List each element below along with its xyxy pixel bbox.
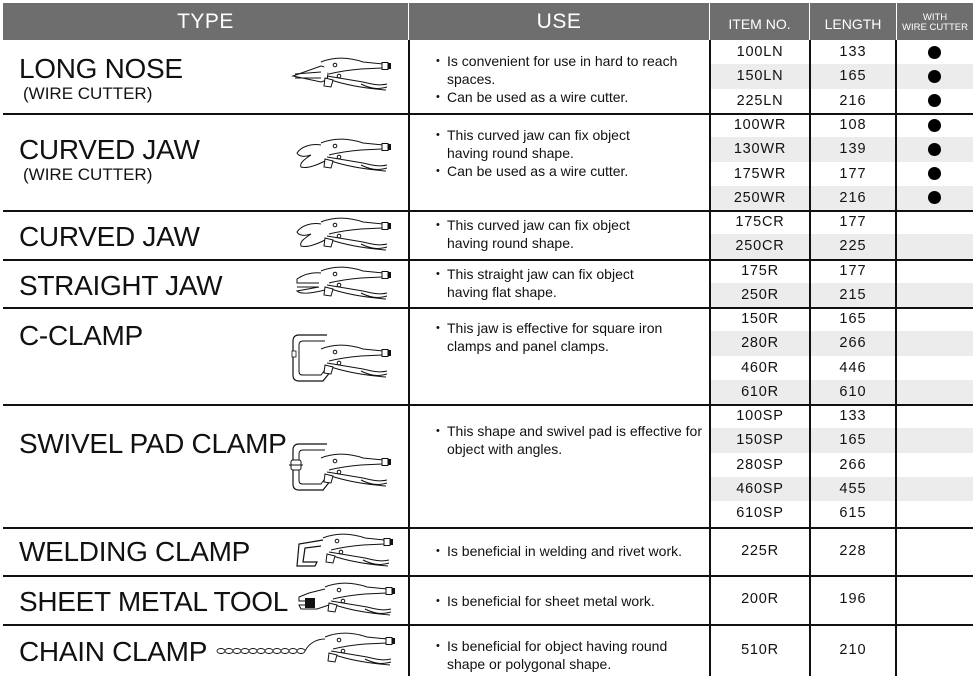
column-divider bbox=[809, 40, 811, 676]
table-row bbox=[710, 89, 973, 113]
table-row bbox=[710, 162, 973, 186]
straight-jaw-pliers-icon bbox=[291, 263, 399, 305]
chain-clamp-pliers-icon bbox=[213, 629, 403, 671]
type-title: C-CLAMP bbox=[19, 320, 143, 351]
use-description bbox=[436, 216, 711, 252]
table-row bbox=[710, 356, 973, 380]
column-divider bbox=[709, 40, 711, 676]
header-item-no bbox=[710, 3, 809, 40]
table-row bbox=[710, 453, 973, 477]
wire-cutter-dot-icon bbox=[928, 70, 941, 83]
length: 210 bbox=[839, 642, 867, 658]
table-row bbox=[710, 527, 973, 575]
header-use bbox=[409, 3, 709, 40]
wire-cutter-dot-icon bbox=[928, 46, 941, 59]
length: 133 bbox=[839, 44, 867, 60]
wire-cutter-cell bbox=[896, 162, 973, 186]
item-no: 225R bbox=[741, 543, 779, 559]
item-no: 460R bbox=[741, 359, 779, 376]
length: 177 bbox=[839, 214, 867, 230]
use-description bbox=[436, 265, 711, 301]
use-bullet: • This jaw is effective for square iron clamps and panel clamps. bbox=[436, 319, 697, 355]
item-no: 175WR bbox=[733, 165, 787, 182]
type-title: SHEET METAL TOOL bbox=[19, 586, 289, 617]
use-description bbox=[436, 126, 711, 180]
table-row bbox=[710, 113, 973, 137]
table-row bbox=[710, 186, 973, 210]
c-clamp-pliers-icon bbox=[291, 329, 399, 385]
column-divider bbox=[408, 40, 410, 676]
table-row bbox=[710, 234, 973, 258]
use-description bbox=[436, 52, 711, 106]
table-row bbox=[710, 575, 973, 624]
item-no: 100WR bbox=[733, 117, 787, 133]
length: 455 bbox=[839, 480, 867, 497]
wire-cutter-dot-icon bbox=[928, 167, 941, 180]
item-no: 225LN bbox=[736, 92, 784, 109]
wire-cutter-cell bbox=[896, 137, 973, 161]
item-no: 250WR bbox=[733, 189, 787, 206]
length: 108 bbox=[839, 117, 867, 133]
length: 196 bbox=[839, 591, 867, 607]
welding-clamp-pliers-icon bbox=[293, 530, 401, 572]
use-bullet: • Is convenient for use in hard to reach spaces. bbox=[436, 52, 711, 88]
item-no: 100LN bbox=[736, 44, 784, 60]
type-title: SWIVEL PAD CLAMP bbox=[19, 428, 287, 459]
header-wire-cutter-line2: WIRE CUTTER bbox=[902, 21, 968, 33]
wire-cutter-dot-icon bbox=[928, 191, 941, 204]
length: 266 bbox=[839, 456, 867, 473]
item-no: 460SP bbox=[736, 480, 784, 497]
length: 446 bbox=[839, 359, 867, 376]
length: 177 bbox=[839, 165, 867, 182]
use-bullet: • This curved jaw can fix object having round shape. bbox=[436, 216, 662, 252]
table-row bbox=[710, 331, 973, 355]
header-length bbox=[810, 3, 896, 40]
table-row bbox=[710, 259, 973, 283]
header-length-label: LENGTH bbox=[824, 15, 882, 32]
item-no: 200R bbox=[741, 591, 779, 607]
table-row bbox=[710, 307, 973, 331]
use-bullet: • This shape and swivel pad is effective for object with angles. bbox=[436, 422, 717, 458]
type-subtitle: (WIRE CUTTER) bbox=[23, 84, 153, 103]
table-row bbox=[710, 380, 973, 404]
item-no: 250R bbox=[741, 287, 779, 304]
use-description bbox=[436, 592, 711, 610]
use-bullet: • Can be used as a wire cutter. bbox=[436, 88, 711, 106]
column-divider bbox=[895, 40, 897, 676]
table-row bbox=[710, 477, 973, 501]
length: 177 bbox=[839, 263, 867, 279]
length: 215 bbox=[839, 287, 867, 304]
length: 139 bbox=[839, 141, 867, 158]
item-no: 610R bbox=[741, 383, 779, 400]
item-no: 280R bbox=[741, 335, 779, 352]
item-no: 610SP bbox=[736, 505, 784, 522]
length: 216 bbox=[839, 189, 867, 206]
type-subtitle: (WIRE CUTTER) bbox=[23, 165, 153, 184]
table-row bbox=[710, 40, 973, 64]
sheet-metal-pliers-icon bbox=[295, 579, 403, 621]
length: 165 bbox=[839, 311, 867, 327]
use-bullet: • This curved jaw can fix object having round shape. bbox=[436, 126, 662, 162]
type-title: STRAIGHT JAW bbox=[19, 270, 223, 301]
table-row bbox=[710, 210, 973, 234]
item-no: 150R bbox=[741, 311, 779, 327]
header-type bbox=[3, 3, 408, 40]
item-no: 175CR bbox=[735, 214, 785, 230]
item-no: 150SP bbox=[736, 432, 784, 449]
header-wire-cutter bbox=[897, 3, 973, 40]
use-bullet: • Can be used as a wire cutter. bbox=[436, 162, 711, 180]
wire-cutter-dot-icon bbox=[928, 119, 941, 132]
header-use-label: USE bbox=[536, 9, 582, 33]
type-title: CURVED JAW bbox=[19, 221, 200, 252]
length: 133 bbox=[839, 408, 867, 424]
length: 165 bbox=[839, 68, 867, 85]
table-row bbox=[710, 64, 973, 88]
header-wire-cutter-line1: WITH bbox=[922, 11, 948, 23]
table-row bbox=[710, 501, 973, 525]
item-no: 250CR bbox=[735, 238, 785, 255]
header-type-label: TYPE bbox=[177, 9, 234, 33]
type-title: WELDING CLAMP bbox=[19, 536, 251, 567]
wire-cutter-dot-icon bbox=[928, 143, 941, 156]
length: 225 bbox=[839, 238, 867, 255]
wire-cutter-dot-icon bbox=[928, 94, 941, 107]
type-title: CHAIN CLAMP bbox=[19, 636, 208, 667]
table-row bbox=[710, 624, 973, 676]
length: 165 bbox=[839, 432, 867, 449]
table-row bbox=[710, 404, 973, 428]
table-row bbox=[710, 428, 973, 452]
item-no: 100SP bbox=[736, 408, 784, 424]
type-title: CURVED JAW bbox=[19, 134, 200, 165]
wire-cutter-cell bbox=[896, 64, 973, 88]
use-bullet: • This straight jaw can fix object having flat shape. bbox=[436, 265, 662, 301]
table-row bbox=[710, 283, 973, 307]
length: 610 bbox=[839, 383, 867, 400]
curved-jaw-pliers-icon bbox=[291, 214, 399, 256]
long-nose-pliers-icon bbox=[291, 54, 399, 96]
wire-cutter-cell bbox=[896, 40, 973, 64]
wire-cutter-cell bbox=[896, 113, 973, 137]
wire-cutter-cell bbox=[896, 186, 973, 210]
item-no: 175R bbox=[741, 263, 779, 279]
type-title: LONG NOSE bbox=[19, 53, 183, 84]
item-no: 280SP bbox=[736, 456, 784, 473]
use-description bbox=[436, 637, 711, 673]
length: 615 bbox=[839, 505, 867, 522]
use-description bbox=[436, 422, 711, 458]
length: 228 bbox=[839, 543, 867, 559]
use-description bbox=[436, 542, 711, 560]
length: 216 bbox=[839, 92, 867, 109]
item-no: 510R bbox=[741, 642, 779, 658]
use-description bbox=[436, 319, 711, 355]
item-no: 130WR bbox=[733, 141, 787, 158]
item-no: 150LN bbox=[736, 68, 784, 85]
length: 266 bbox=[839, 335, 867, 352]
header-item-no-label: ITEM NO. bbox=[728, 15, 791, 32]
curved-jaw-pliers-icon bbox=[291, 135, 399, 177]
table-row bbox=[710, 137, 973, 161]
swivel-pad-clamp-pliers-icon bbox=[289, 438, 399, 494]
use-bullet: • Is beneficial for object having round shape or polygonal shape. bbox=[436, 637, 702, 673]
use-bullet: • Is beneficial in welding and rivet work. bbox=[436, 542, 711, 560]
wire-cutter-cell bbox=[896, 89, 973, 113]
use-bullet: • Is beneficial for sheet metal work. bbox=[436, 592, 711, 610]
